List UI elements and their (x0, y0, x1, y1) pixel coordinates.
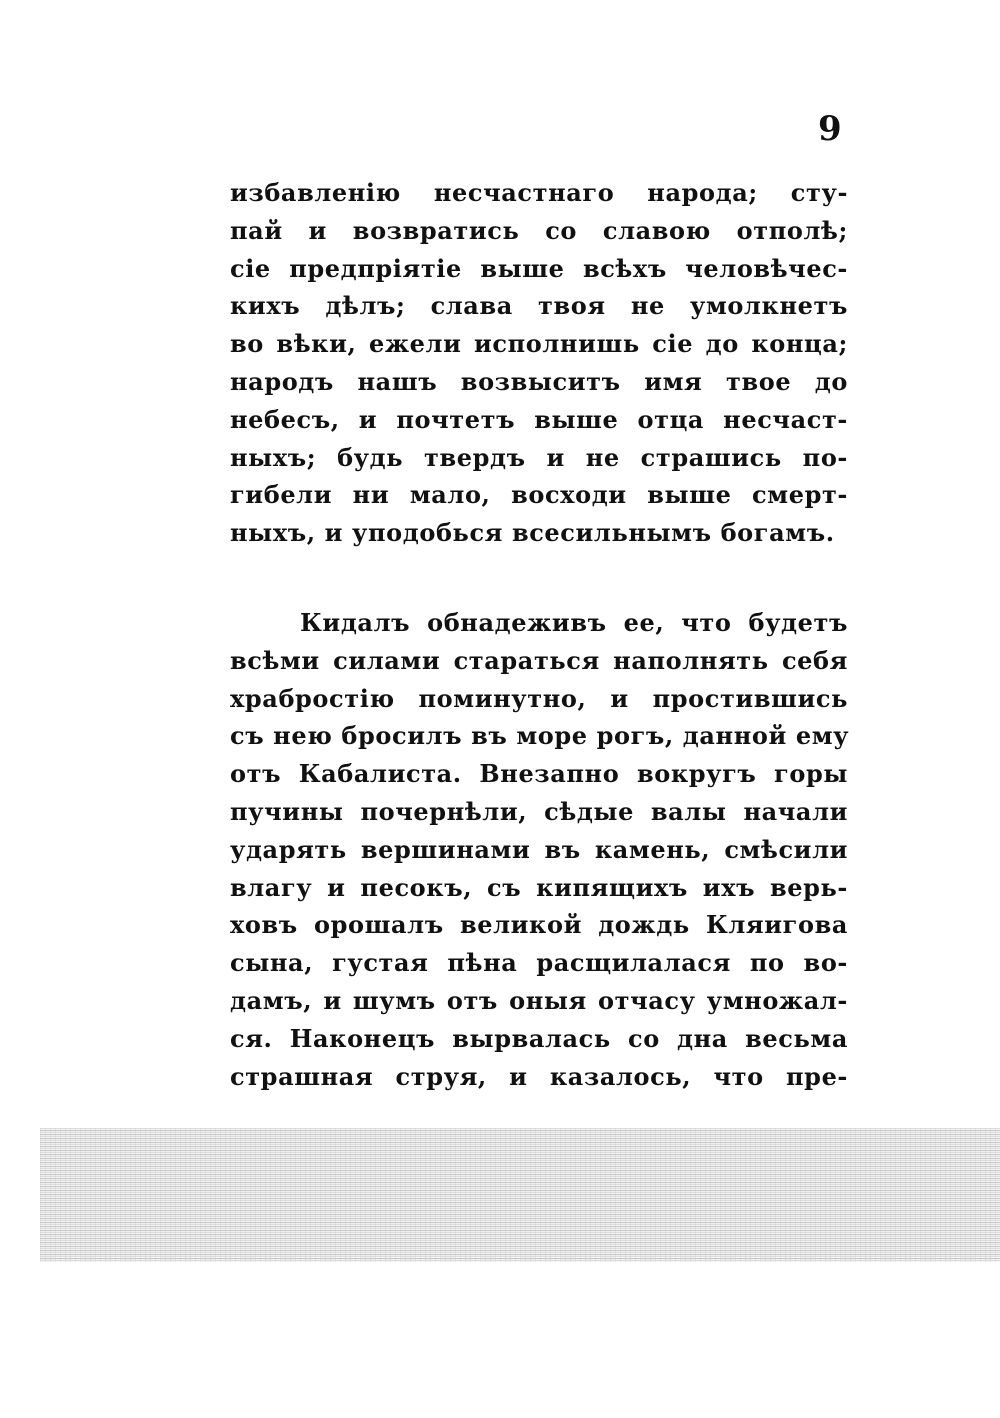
text-line: ховъ орошалъ великой дождь Кляигова (230, 910, 848, 940)
text-line: ударять вершинами въ камень, смѣсили (230, 834, 848, 864)
text-line: ныхъ, и уподобься всесильнымъ богамъ. (230, 518, 835, 548)
text-line: ныхъ; будь твердъ и не страшись по- (230, 442, 848, 472)
text-line: кихъ дѣлъ; слава твоя не умолкнетъ (230, 291, 848, 321)
paragraph-2 (230, 604, 848, 1095)
text-line: храбростію поминутно, и простившись (230, 683, 848, 713)
text-line: дамъ, и шумъ отъ оныя отчасу умножал- (230, 985, 848, 1015)
text-line: съ нею бросилъ въ море рогъ, данной ему (230, 721, 850, 751)
text-line: народъ нашъ возвыситъ имя твое до (230, 366, 848, 396)
text-line: избавленію несчастнаго народа; сту- (230, 178, 848, 207)
text-line: пучины почернѣли, сѣдые валы начали (230, 796, 848, 826)
text-line: во вѣки, ежели исполнишь сіе до конца; (230, 329, 848, 359)
text-line: влагу и песокъ, съ кипящихъ ихъ верь- (230, 872, 848, 902)
text-line: гибели ни мало, восходи выше смерт- (230, 480, 848, 510)
text-line: сіе предпріятіе выше всѣхъ человѣчес- (230, 253, 848, 283)
text-line: всѣми силами стараться наполнять себя (230, 645, 848, 675)
text-line: Кидалъ обнадеживъ ее, что будетъ (300, 608, 848, 637)
text-line: ся. Наконецъ вырвалась со дна весьма (230, 1023, 848, 1053)
paragraph-1 (230, 174, 848, 552)
text-line: небесъ, и почтетъ выше отца несчаст- (230, 404, 848, 434)
text-line: сына, густая пѣна расщилалася по во- (230, 948, 848, 978)
text-line: страшная струя, и казалось, что пре- (230, 1061, 848, 1091)
text-line: отъ Кабалиста. Внезапно вокругъ горы (230, 759, 848, 789)
scan-noise-band (40, 1128, 1000, 1262)
page-number: 9 (818, 109, 842, 149)
text-line: пай и возвратись со славою отполѣ; (230, 215, 848, 245)
